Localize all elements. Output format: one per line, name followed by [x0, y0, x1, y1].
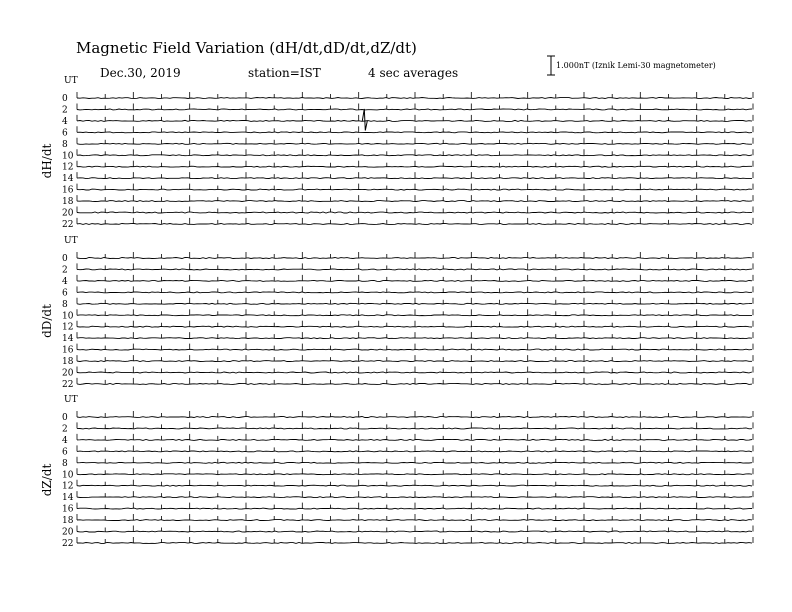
trace-line — [77, 132, 752, 133]
panel-2 — [40, 236, 753, 390]
trace-line — [77, 485, 752, 486]
hour-label: 6 — [62, 288, 68, 299]
hour-label: 2 — [62, 265, 68, 276]
trace-line — [77, 280, 752, 281]
hour-label: 4 — [62, 116, 68, 127]
scale-label: 1.000nT (Iznik Lemi-30 magnetometer) — [556, 61, 716, 70]
event-spike — [362, 109, 367, 131]
chart-title: Magnetic Field Variation (dH/dt,dD/dt,dZ/dt) — [76, 39, 417, 57]
trace-line — [77, 451, 752, 452]
trace-line — [77, 258, 752, 259]
hour-label: 12 — [62, 322, 74, 333]
panel-label: dH/dt — [40, 143, 54, 179]
hour-label: 14 — [62, 493, 74, 504]
trace-line — [77, 98, 752, 99]
panel-label: dZ/dt — [40, 463, 54, 497]
hour-label: 16 — [62, 345, 74, 356]
trace-line — [77, 474, 752, 475]
trace-line — [77, 178, 752, 179]
trace-line — [77, 166, 752, 167]
hour-label: 4 — [62, 435, 68, 446]
trace-line — [77, 361, 752, 362]
hour-label: 8 — [62, 458, 68, 469]
hour-label: 12 — [62, 162, 74, 173]
trace-line — [77, 349, 752, 350]
hour-label: 2 — [62, 105, 68, 116]
trace-line — [77, 109, 752, 110]
trace-line — [77, 143, 752, 144]
panel-1 — [40, 76, 753, 230]
trace-line — [77, 520, 752, 521]
hour-label: 8 — [62, 139, 68, 150]
hour-label: 22 — [62, 538, 74, 549]
panel-label: dD/dt — [40, 304, 54, 338]
trace-line — [77, 315, 752, 316]
hour-label: 16 — [62, 185, 74, 196]
trace-line — [77, 269, 752, 270]
hour-label: 14 — [62, 334, 74, 345]
hour-label: 10 — [62, 311, 74, 322]
trace-line — [77, 439, 752, 440]
trace-line — [77, 508, 752, 509]
hour-label: 20 — [62, 208, 74, 219]
hour-label: 0 — [62, 94, 68, 104]
trace-line — [77, 384, 752, 385]
trace-line — [77, 189, 752, 190]
scale-bar — [547, 56, 716, 75]
trace-line — [77, 428, 752, 429]
trace-line — [77, 326, 752, 327]
hour-label: 6 — [62, 128, 68, 139]
hour-label: 18 — [62, 357, 74, 368]
hour-label: 14 — [62, 174, 74, 185]
trace-line — [77, 155, 752, 156]
trace-line — [77, 531, 752, 532]
hour-label: 20 — [62, 368, 74, 379]
hour-label: 6 — [62, 447, 68, 458]
hour-label: 0 — [62, 254, 68, 264]
hour-label: 18 — [62, 516, 74, 527]
hour-label: 2 — [62, 424, 68, 435]
hour-label: 4 — [62, 276, 68, 287]
trace-line — [77, 543, 752, 544]
hour-label: 8 — [62, 299, 68, 310]
trace-line — [77, 338, 752, 339]
trace-line — [77, 292, 752, 293]
hour-label: 20 — [62, 527, 74, 538]
trace-line — [77, 201, 752, 202]
trace-line — [77, 462, 752, 463]
trace-line — [77, 303, 752, 304]
date-label: Dec.30, 2019 — [100, 66, 181, 80]
trace-line — [77, 120, 752, 121]
hour-label: 10 — [62, 151, 74, 162]
hour-label: 10 — [62, 470, 74, 481]
panels — [40, 76, 753, 549]
hour-label: 18 — [62, 197, 74, 208]
averaging-label: 4 sec averages — [368, 66, 459, 80]
hour-label: 22 — [62, 219, 74, 230]
ut-label: UT — [64, 76, 78, 86]
hour-label: 16 — [62, 504, 74, 515]
ut-label: UT — [64, 395, 78, 405]
hour-label: 22 — [62, 379, 74, 390]
trace-line — [77, 417, 752, 418]
ut-label: UT — [64, 236, 78, 246]
trace-line — [77, 224, 752, 225]
hour-label: 12 — [62, 481, 74, 492]
trace-line — [77, 497, 752, 498]
station-label: station=IST — [248, 66, 321, 80]
panel-3 — [40, 395, 753, 549]
trace-line — [77, 372, 752, 373]
trace-line — [77, 212, 752, 213]
hour-label: 0 — [62, 413, 68, 423]
